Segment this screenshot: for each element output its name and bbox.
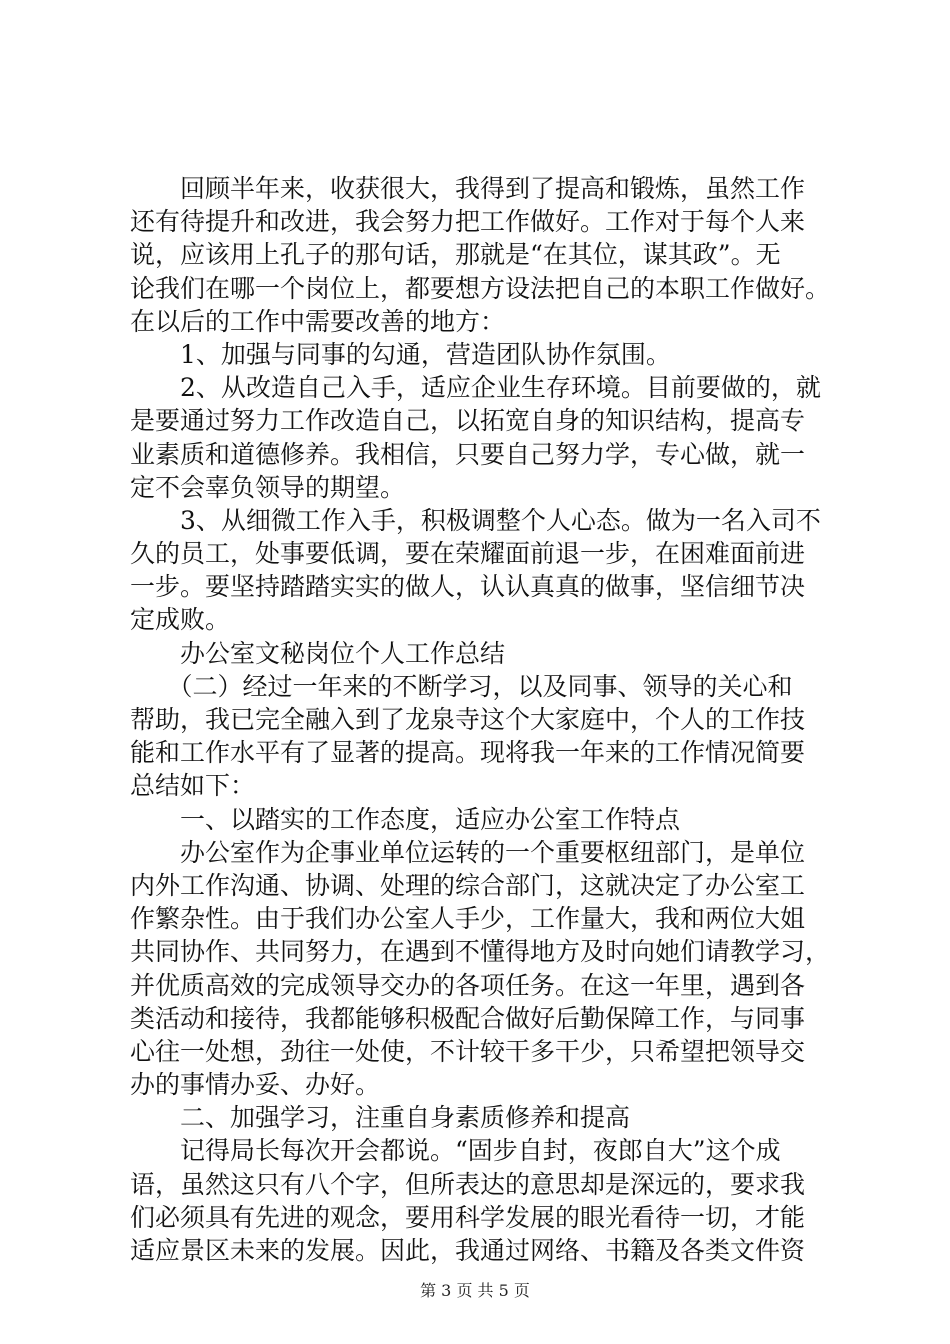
document-body xyxy=(130,172,850,1267)
text-line: 类活动和接待，我都能够积极配合做好后勤保障工作，与同事 xyxy=(130,1003,806,1033)
text-line: 语，虽然这只有八个字，但所表达的意思却是深远的，要求我 xyxy=(130,1169,806,1199)
text-line: 办公室作为企事业单位运转的一个重要枢纽部门，是单位 xyxy=(130,837,806,867)
text-line: 二、加强学习，注重自身素质修养和提高 xyxy=(130,1103,631,1133)
text-line: 是要通过努力工作改造自己，以拓宽自身的知识结构，提高专 xyxy=(130,406,806,436)
text-line: 还有待提升和改进，我会努力把工作做好。工作对于每个人来 xyxy=(130,207,806,237)
text-line: 业素质和道德修养。我相信，只要自己努力学，专心做，就一 xyxy=(130,439,806,469)
text-line: 2、从改造自己入手，适应企业生存环境。目前要做的，就 xyxy=(130,373,821,403)
text-line: 久的员工，处事要低调，要在荣耀面前退一步，在困难面前进 xyxy=(130,539,806,569)
text-line: 内外工作沟通、协调、处理的综合部门，这就决定了办公室工 xyxy=(130,870,806,900)
page-footer: 第 3 页 共 5 页 xyxy=(420,1281,530,1300)
text-line: 能和工作水平有了显著的提高。现将我一年来的工作情况简要 xyxy=(130,738,806,768)
text-line: 办的事情办妥、办好。 xyxy=(130,1070,381,1100)
text-line: 定不会辜负领导的期望。 xyxy=(130,472,406,502)
text-line: 并优质高效的完成领导交办的各项任务。在这一年里，遇到各 xyxy=(130,970,806,1000)
text-line: 一、以踏实的工作态度，适应办公室工作特点 xyxy=(130,804,681,834)
text-line: 3、从细微工作入手，积极调整个人心态。做为一名入司不 xyxy=(130,505,821,535)
text-line: 帮助，我已完全融入到了龙泉寺这个大家庭中，个人的工作技 xyxy=(130,705,806,734)
text-line: 适应景区未来的发展。因此，我通过网络、书籍及各类文件资 xyxy=(130,1236,806,1265)
text-line: 一步。要坚持踏踏实实的做人，认认真真的做事，坚信细节决 xyxy=(130,572,806,602)
text-line: 们必须具有先进的观念，要用科学发展的眼光看待一切，才能 xyxy=(130,1202,806,1232)
text-line: 在以后的工作中需要改善的地方： xyxy=(130,306,506,336)
text-line: 1、加强与同事的勾通，营造团队协作氛围。 xyxy=(130,339,671,369)
text-line: 办公室文秘岗位个人工作总结 xyxy=(130,638,506,668)
text-line: 论我们在哪一个岗位上，都要想方设法把自己的本职工作做好。 xyxy=(130,273,831,303)
text-line: 总结如下： xyxy=(130,771,256,801)
text-line: 共同协作、共同努力，在遇到不懂得地方及时向她们请教学习， xyxy=(130,937,831,967)
text-line: 心往一处想，劲往一处使，不计较干多干少，只希望把领导交 xyxy=(130,1036,806,1066)
text-line: 作繁杂性。由于我们办公室人手少，工作量大，我和两位大姐 xyxy=(130,904,806,934)
text-line: （二）经过一年来的不断学习，以及同事、领导的关心和 xyxy=(130,671,793,701)
text-line: 记得局长每次开会都说。“固步自封，夜郎自大”这个成 xyxy=(130,1136,781,1166)
text-line: 说，应该用上孔子的那句话，那就是“在其位，谋其政”。无 xyxy=(130,240,781,270)
text-line: 回顾半年来，收获很大，我得到了提高和锻炼，虽然工作 xyxy=(130,174,806,203)
text-line: 定成败。 xyxy=(130,605,231,635)
